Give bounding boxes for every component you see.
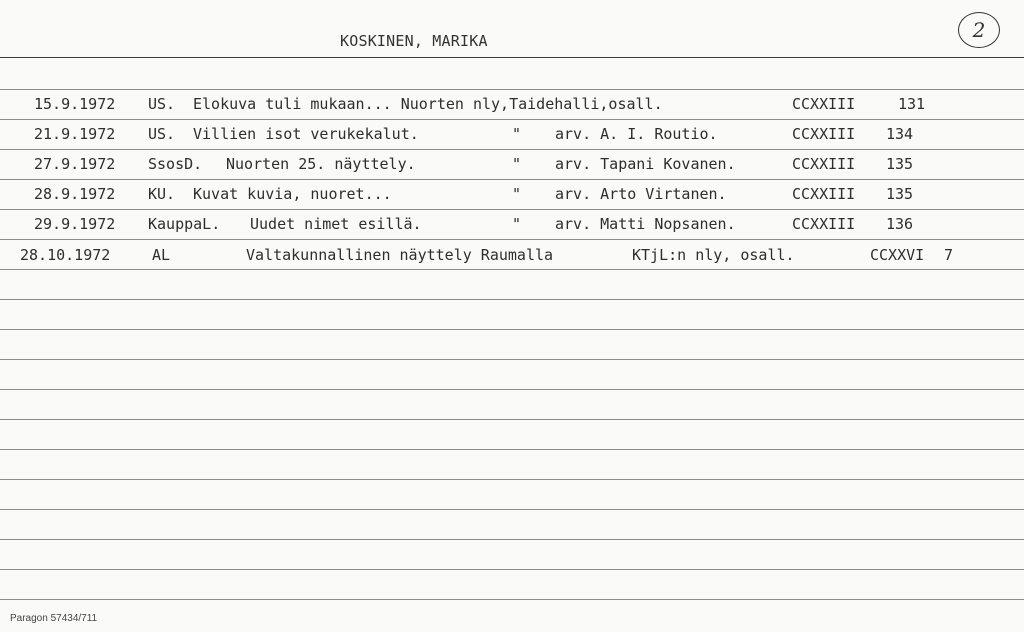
- ruled-line: [0, 299, 1024, 300]
- entry-code: CCXXIII: [792, 155, 856, 173]
- ruled-line: [0, 359, 1024, 360]
- card-footer: Paragon 57434/711: [10, 613, 98, 624]
- entry-ditto: ": [512, 185, 522, 203]
- entry-code: CCXXVI: [870, 246, 925, 264]
- ruled-line: [0, 329, 1024, 330]
- entry-author: arv. Matti Nopsanen.: [555, 215, 736, 233]
- entry-source: US.: [148, 125, 176, 143]
- ruled-line: [0, 539, 1024, 540]
- ruled-line: [0, 479, 1024, 480]
- entry-text: Kuvat kuvia, nuoret...: [193, 185, 392, 203]
- entry-author: arv. A. I. Routio.: [555, 125, 718, 143]
- entry-row: [0, 185, 1024, 209]
- ruled-line: [0, 509, 1024, 510]
- entry-date: 28.10.1972: [20, 246, 111, 264]
- entry-source: AL: [152, 246, 171, 264]
- entry-row: [0, 95, 1024, 119]
- ruled-line: [0, 569, 1024, 570]
- ruled-line: [0, 389, 1024, 390]
- card-number-circle: 2: [958, 12, 1000, 48]
- entry-text: Valtakunnallinen näyttely Raumalla: [246, 246, 554, 264]
- entry-source: KU.: [148, 185, 176, 203]
- entry-page: 135: [886, 185, 914, 203]
- entry-text: Villien isot verukekalut.: [193, 125, 419, 143]
- entry-author: arv. Tapani Kovanen.: [555, 155, 736, 173]
- entry-code: CCXXIII: [792, 125, 856, 143]
- ruled-line: [0, 89, 1024, 90]
- entry-text: Nuorten 25. näyttely.: [226, 155, 416, 173]
- entry-code: CCXXIII: [792, 95, 856, 113]
- entry-date: 15.9.1972: [34, 95, 116, 113]
- entry-page: 131: [898, 95, 926, 113]
- entry-page: 135: [886, 155, 914, 173]
- entry-date: 21.9.1972: [34, 125, 116, 143]
- entry-page: 136: [886, 215, 914, 233]
- entry-date: 29.9.1972: [34, 215, 116, 233]
- entry-row: [0, 215, 1024, 239]
- entry-code: CCXXIII: [792, 185, 856, 203]
- ruled-line: [0, 449, 1024, 450]
- entry-source: US.: [148, 95, 176, 113]
- entry-date: 28.9.1972: [34, 185, 116, 203]
- ruled-line: [0, 149, 1024, 150]
- entry-extra: KTjL:n nly, osall.: [632, 246, 795, 264]
- entry-text: Uudet nimet esillä.: [250, 215, 422, 233]
- entry-row: [0, 125, 1024, 149]
- entry-page: 134: [886, 125, 914, 143]
- entry-page: 7: [944, 246, 954, 264]
- entry-row: [0, 246, 1024, 270]
- ruled-line: [0, 599, 1024, 600]
- entry-code: CCXXIII: [792, 215, 856, 233]
- entry-source: KauppaL.: [148, 215, 221, 233]
- entry-ditto: ": [512, 155, 522, 173]
- ruled-line: [0, 239, 1024, 240]
- ruled-line: [0, 119, 1024, 120]
- entry-source: SsosD.: [148, 155, 203, 173]
- header-rule: [0, 57, 1024, 58]
- entry-text: Elokuva tuli mukaan... Nuorten nly,Taidehalli,osall.: [193, 95, 663, 113]
- ruled-line: [0, 209, 1024, 210]
- entry-row: [0, 155, 1024, 179]
- entry-ditto: ": [512, 215, 522, 233]
- ruled-line: [0, 179, 1024, 180]
- entry-ditto: ": [512, 125, 522, 143]
- entry-author: arv. Arto Virtanen.: [555, 185, 727, 203]
- card-title-name: KOSKINEN, MARIKA: [340, 32, 488, 50]
- entry-date: 27.9.1972: [34, 155, 116, 173]
- ruled-line: [0, 419, 1024, 420]
